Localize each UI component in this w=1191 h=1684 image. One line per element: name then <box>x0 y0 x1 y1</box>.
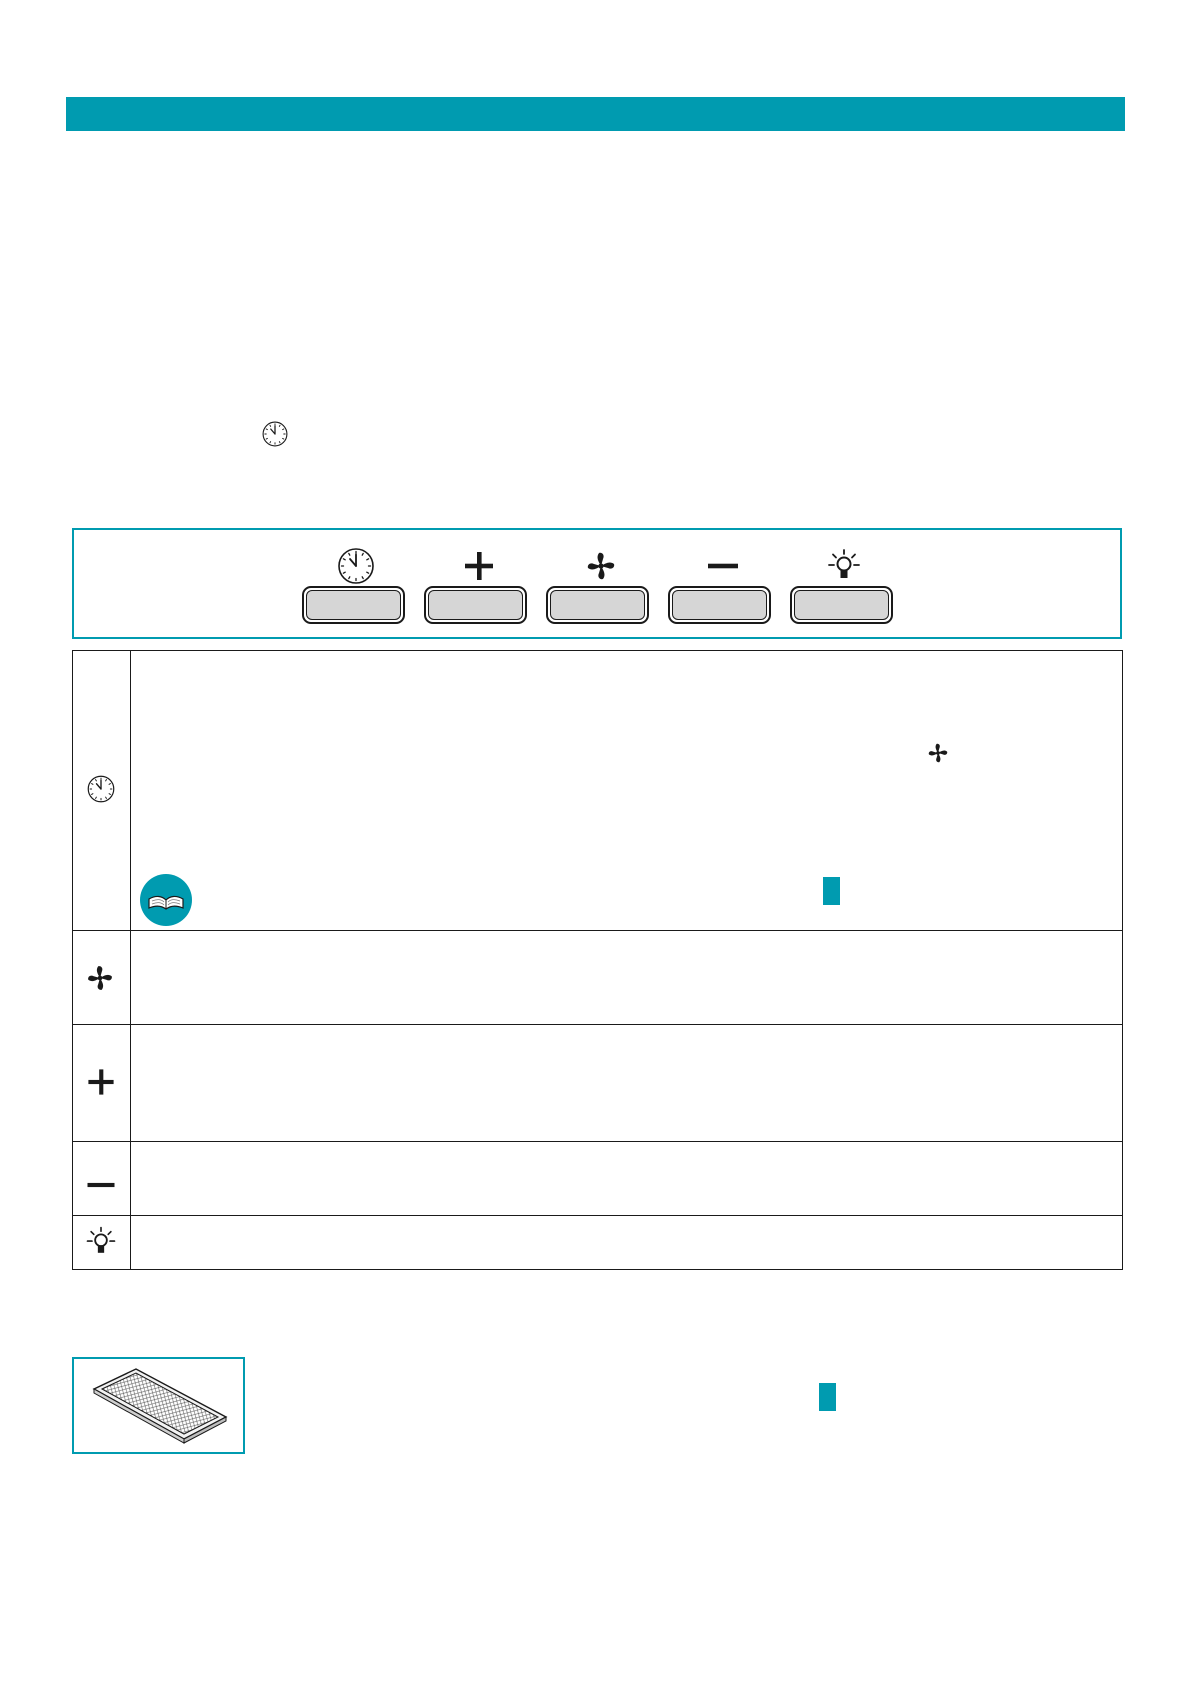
function-table <box>72 650 1123 1270</box>
manual-book-icon <box>140 874 192 926</box>
table-column-divider <box>130 650 131 1270</box>
plus-button[interactable] <box>424 586 527 624</box>
plus-icon <box>83 1064 119 1100</box>
light-button[interactable] <box>790 586 893 624</box>
fan-button[interactable] <box>546 586 649 624</box>
table-row-divider <box>72 1141 1123 1142</box>
reference-marker <box>823 877 840 905</box>
fan-button-face <box>550 590 645 620</box>
plus-button-face <box>428 590 523 620</box>
timer-clock-icon <box>336 546 376 586</box>
section-header-bar <box>66 97 1125 131</box>
light-bulb-icon <box>824 546 864 586</box>
fan-icon <box>581 546 621 586</box>
fan-icon <box>82 960 118 996</box>
open-book-icon <box>140 874 192 926</box>
reference-marker <box>819 1383 836 1411</box>
timer-button-face <box>306 590 401 620</box>
light-bulb-icon <box>83 1224 119 1260</box>
grease-filter-figure <box>72 1357 245 1454</box>
minus-icon <box>703 546 743 586</box>
minus-button[interactable] <box>668 586 771 624</box>
table-row-divider <box>72 1024 1123 1025</box>
timer-button[interactable] <box>302 586 405 624</box>
grease-filter-icon <box>74 1359 243 1452</box>
minus-button-face <box>672 590 767 620</box>
timer-clock-icon <box>86 774 116 804</box>
minus-icon <box>83 1167 119 1203</box>
table-row-divider <box>72 1215 1123 1216</box>
plus-icon <box>459 546 499 586</box>
table-row-divider <box>72 930 1123 931</box>
timer-clock-icon <box>261 420 289 448</box>
fan-icon <box>924 739 952 767</box>
light-button-face <box>794 590 889 620</box>
